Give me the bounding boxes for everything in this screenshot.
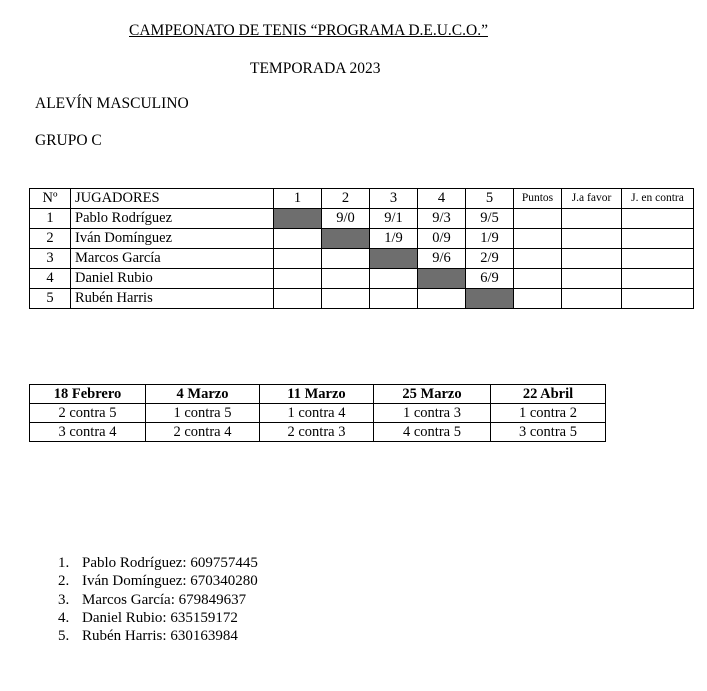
schedule-date: 11 Marzo	[260, 385, 374, 404]
score-cell: 9/6	[418, 249, 466, 269]
score-cell	[418, 289, 466, 309]
score-cell	[322, 289, 370, 309]
schedule-header-row	[30, 385, 606, 404]
header-games-for: J.a favor	[562, 189, 622, 209]
games-for-cell	[562, 289, 622, 309]
player-name: Pablo Rodríguez	[71, 209, 274, 229]
list-number: 4.	[58, 609, 70, 626]
games-for-cell	[562, 229, 622, 249]
match-cell: 2 contra 5	[30, 404, 146, 423]
points-cell	[514, 289, 562, 309]
group-label: GRUPO C	[35, 132, 102, 149]
list-item	[58, 572, 258, 590]
category-label: ALEVÍN MASCULINO	[35, 95, 189, 112]
match-cell: 1 contra 2	[491, 404, 606, 423]
score-cell	[274, 289, 322, 309]
table-row	[30, 249, 694, 269]
list-number: 2.	[58, 573, 70, 590]
score-cell: 1/9	[466, 229, 514, 249]
row-num: 5	[30, 289, 71, 309]
table-row	[30, 289, 694, 309]
contact-text: Daniel Rubio: 635159172	[82, 609, 238, 626]
score-cell: 9/0	[322, 209, 370, 229]
self-cell	[274, 209, 322, 229]
games-against-cell	[622, 269, 694, 289]
schedule-date: 4 Marzo	[146, 385, 260, 404]
list-number: 1.	[58, 555, 70, 571]
match-cell: 1 contra 3	[374, 404, 491, 423]
score-cell	[274, 229, 322, 249]
schedule-date: 22 Abril	[491, 385, 606, 404]
contact-list	[58, 554, 258, 645]
contact-text: Pablo Rodríguez: 609757445	[82, 555, 258, 571]
row-num: 1	[30, 209, 71, 229]
points-cell	[514, 209, 562, 229]
header-points: Puntos	[514, 189, 562, 209]
score-cell: 9/3	[418, 209, 466, 229]
score-cell	[322, 269, 370, 289]
contact-text: Rubén Harris: 630163984	[82, 628, 238, 645]
match-cell: 3 contra 4	[30, 423, 146, 442]
score-cell: 1/9	[370, 229, 418, 249]
self-cell	[418, 269, 466, 289]
header-players: JUGADORES	[71, 189, 274, 209]
games-against-cell	[622, 249, 694, 269]
table-row	[30, 209, 694, 229]
games-for-cell	[562, 249, 622, 269]
results-table	[29, 188, 694, 309]
header-col-4: 4	[418, 189, 466, 209]
championship-title: CAMPEONATO DE TENIS “PROGRAMA D.E.U.C.O.”	[129, 22, 488, 39]
schedule-row	[30, 423, 606, 442]
match-cell: 2 contra 3	[260, 423, 374, 442]
row-num: 2	[30, 229, 71, 249]
contact-text: Iván Domínguez: 670340280	[82, 573, 258, 590]
header-col-2: 2	[322, 189, 370, 209]
player-name: Iván Domínguez	[71, 229, 274, 249]
header-col-1: 1	[274, 189, 322, 209]
match-cell: 2 contra 4	[146, 423, 260, 442]
self-cell	[322, 229, 370, 249]
score-cell	[274, 269, 322, 289]
games-for-cell	[562, 269, 622, 289]
match-cell: 4 contra 5	[374, 423, 491, 442]
score-cell	[274, 249, 322, 269]
score-cell: 0/9	[418, 229, 466, 249]
score-cell: 9/1	[370, 209, 418, 229]
score-cell	[370, 269, 418, 289]
match-cell: 1 contra 4	[260, 404, 374, 423]
games-against-cell	[622, 229, 694, 249]
contact-text: Marcos García: 679849637	[82, 591, 247, 608]
header-col-5: 5	[466, 189, 514, 209]
self-cell	[370, 249, 418, 269]
schedule-date: 25 Marzo	[374, 385, 491, 404]
list-item	[58, 554, 258, 572]
match-cell: 3 contra 5	[491, 423, 606, 442]
row-num: 4	[30, 269, 71, 289]
games-against-cell	[622, 209, 694, 229]
list-number: 5.	[58, 628, 70, 645]
points-cell	[514, 229, 562, 249]
schedule-table	[29, 384, 606, 442]
match-cell: 1 contra 5	[146, 404, 260, 423]
points-cell	[514, 249, 562, 269]
list-number: 3.	[58, 591, 70, 608]
header-games-against: J. en contra	[622, 189, 694, 209]
list-item	[58, 627, 258, 645]
schedule-date: 18 Febrero	[30, 385, 146, 404]
player-name: Marcos García	[71, 249, 274, 269]
results-header-row	[30, 189, 694, 209]
games-against-cell	[622, 289, 694, 309]
header-num: Nº	[30, 189, 71, 209]
row-num: 3	[30, 249, 71, 269]
table-row	[30, 229, 694, 249]
score-cell	[370, 289, 418, 309]
list-item	[58, 609, 258, 627]
header-col-3: 3	[370, 189, 418, 209]
table-row	[30, 269, 694, 289]
player-name: Rubén Harris	[71, 289, 274, 309]
self-cell	[466, 289, 514, 309]
score-cell: 2/9	[466, 249, 514, 269]
games-for-cell	[562, 209, 622, 229]
player-name: Daniel Rubio	[71, 269, 274, 289]
schedule-row	[30, 404, 606, 423]
points-cell	[514, 269, 562, 289]
season-label: TEMPORADA 2023	[250, 60, 381, 77]
score-cell	[322, 249, 370, 269]
score-cell: 6/9	[466, 269, 514, 289]
score-cell: 9/5	[466, 209, 514, 229]
list-item	[58, 591, 258, 609]
